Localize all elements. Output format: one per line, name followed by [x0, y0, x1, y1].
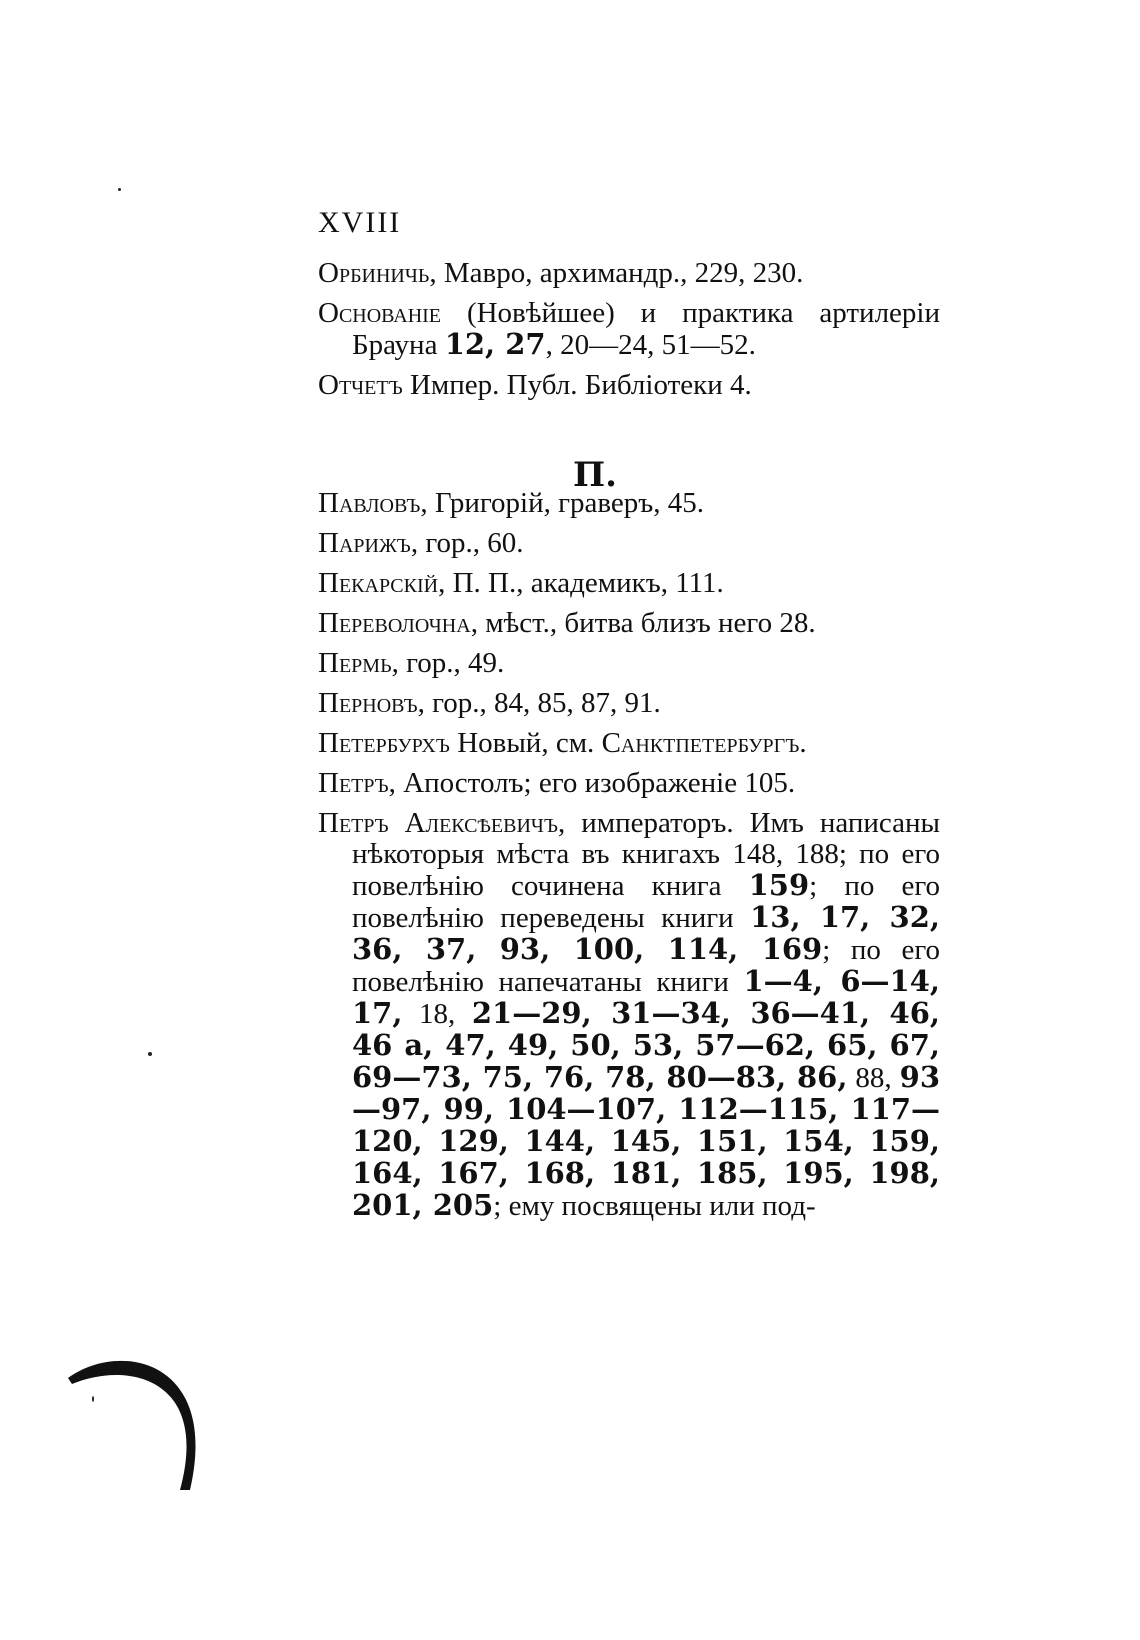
entry-headword: Перновъ — [318, 687, 418, 719]
entry-text: 18, — [402, 998, 472, 1030]
entry-text: , гор., 84, 85, 87, 91. — [417, 687, 661, 719]
index-entries-p — [318, 488, 940, 1231]
section-letter: П. — [573, 455, 617, 495]
index-entry-peter — [318, 808, 940, 1222]
index-entry — [318, 688, 940, 719]
entry-bold-refs: 21—29, 31—34, 36—41, 46, 46 а, 47, 49, 50, 53, 57—62, 65, 67, 69—73, 75, 76, 78, 80—83, 86, — [352, 996, 941, 1094]
entry-bold-refs: 13, 17, 32, 36, 37, 93, 100, 114, 169 — [352, 900, 940, 966]
entry-text: , 20—24, 51—52. — [545, 329, 756, 361]
index-entry — [318, 648, 940, 679]
index-entry — [318, 608, 940, 639]
entry-text: , П. П., академикъ, 111. — [438, 567, 724, 599]
entry-text: Импер. Публ. Библіотеки 4. — [402, 369, 752, 401]
entry-headword: Пекарскій — [318, 567, 439, 599]
index-entry — [318, 728, 940, 759]
entry-headword: Павловъ — [318, 487, 421, 519]
entry-text: ; по его повелѣнію переведены книги — [352, 870, 940, 934]
scan-speck — [92, 1396, 94, 1402]
index-entry — [318, 488, 940, 519]
entry-headword: Петръ — [318, 767, 389, 799]
entry-headword: Петръ Алексѣевичъ — [318, 807, 559, 839]
entry-headword: Пермь — [318, 647, 392, 679]
scan-speck — [148, 1052, 152, 1056]
entry-bold-refs: 159 — [748, 868, 810, 902]
entry-text: Новый, см. — [449, 727, 602, 759]
entry-headword: Отчетъ — [318, 369, 403, 401]
entry-text: , гор., 60. — [410, 527, 524, 559]
entry-text: , императоръ. Имъ написаны нѣкоторыя мѣста въ книгахъ 148, 188; по его повелѣнію сочинена книга — [352, 807, 940, 902]
index-entry — [318, 258, 940, 289]
entry-text: , мѣст., битва близъ него 28. — [470, 607, 816, 639]
entry-text: ; ему посвящены или под- — [493, 1190, 816, 1222]
entry-bold-refs: 12, 27 — [444, 327, 546, 361]
entry-text: ; по его повелѣнію напечатаны книги — [352, 934, 940, 998]
scan-artifact-arc — [60, 1340, 220, 1500]
page-number: XVIII — [318, 206, 402, 239]
entry-text: , Апостолъ; его изображеніе 105. — [388, 767, 796, 799]
entry-headword: Парижъ — [318, 527, 411, 559]
scan-speck — [118, 188, 121, 191]
entry-headword: Петербурхъ — [318, 727, 450, 759]
entry-text: . — [799, 727, 807, 759]
entry-headword: Орбиничь — [318, 257, 430, 289]
entry-text: (Новѣйшее) и практика артилеріи Брауна — [352, 297, 940, 361]
entry-cross-reference: Санктпетербургъ — [601, 727, 800, 759]
entry-text: 88, — [847, 1062, 900, 1094]
entry-text: , Мавро, архимандр., 229, 230. — [429, 257, 804, 289]
index-entry — [318, 568, 940, 599]
entry-bold-refs: 1—4, 6—14, 17, — [352, 964, 941, 1030]
entry-text: , гор., 49. — [391, 647, 505, 679]
entry-headword: Основаніе — [318, 297, 442, 329]
index-entry — [318, 298, 940, 361]
entry-bold-refs: 93—97, 99, 104—107, 112—115, 117—120, 129, 144, 145, 151, 154, 159, 164, 167, 168, 181, 185, 195, 198, 201, 205 — [352, 1060, 940, 1222]
index-entries-o — [318, 258, 940, 410]
entry-headword: Переволочна — [318, 607, 471, 639]
index-entry — [318, 370, 940, 401]
entry-text: , Григорій, граверъ, 45. — [420, 487, 704, 519]
index-entry — [318, 768, 940, 799]
index-entry — [318, 528, 940, 559]
